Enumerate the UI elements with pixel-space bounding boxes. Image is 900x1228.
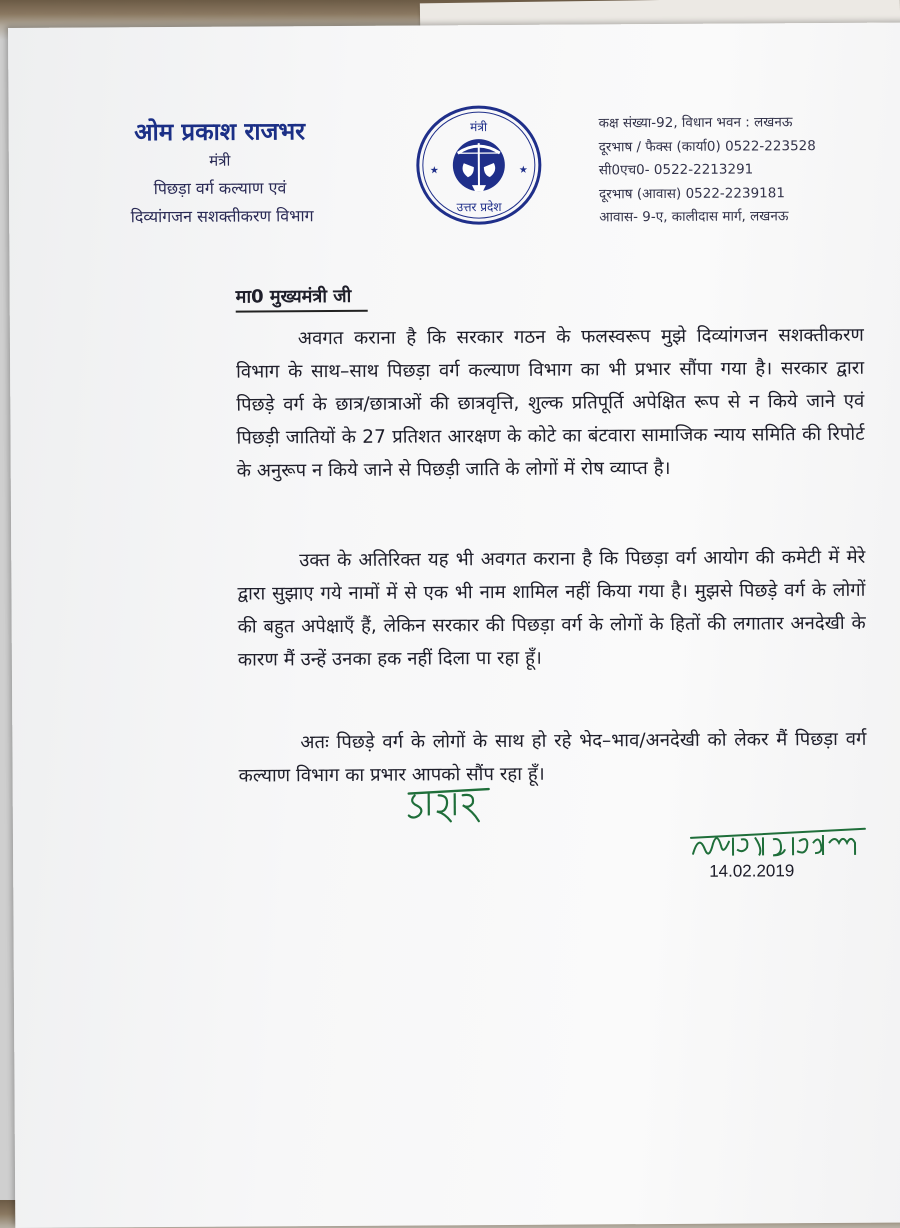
address-line: दूरभाष / फैक्स (कार्या0) 0522-223528 [599,134,859,159]
department-line-1: पिछड़ा वर्ग कल्याण एवं [113,176,327,199]
address-line: आवास- 9-ए, कालीदास मार्ग, लखनऊ [599,205,859,230]
address-line: सी0एच0- 0522-2213291 [599,158,859,183]
letter-date: 14.02.2019 [709,861,794,882]
star-icon: ★ [519,165,528,176]
salutation: मा0 मुख्यमंत्री जी [236,284,352,309]
up-government-emblem [413,103,544,228]
star-icon: ★ [430,165,439,176]
emblem-bottom-text: उत्तर प्रदेश [457,200,503,214]
salutation-underline [236,310,368,313]
emblem-top-text: मंत्री [470,120,488,134]
minister-title: मंत्री [113,150,327,171]
letter-sheet [8,22,900,1228]
contact-address-block [599,111,860,230]
department-line-2: दिव्यांगजन सशक्तीकरण विभाग [97,204,347,228]
address-line: दूरभाष (आवास) 0522-2239181 [599,181,859,206]
letter-paragraph-1: अवगत कराना है कि सरकार गठन के फलस्वरूप मुझे दिव्यांगजन सशक्तीकरण विभाग के साथ–साथ पिछड़ा वर्ग कल्याण विभाग का भी प्रभार सौंपा गया है। सरकार द्वारा पिछड़े वर्ग के छात्र/छात्राओं की छात्रवृत्ति, शुल्क प्रतिपूर्ति अपेक्षित रूप से न किये जाने एवं पिछड़ी जातियों के 27 प्रतिशत आरक्षण के कोटे का बंटवारा सामाजिक न्याय समिति की रिपोर्ट के अनुरूप न किये जाने से पिछड़ी जाति के लोगों में रोष व्याप्त है। [236,319,865,488]
letter-paragraph-3: अतः पिछड़े वर्ग के लोगों के साथ हो रहे भेद–भाव/अनदेखी को लेकर मैं पिछड़ा वर्ग कल्याण विभाग का प्रभार आपको सौंप रहा हूँ। [238,723,866,793]
handwritten-closing [405,781,495,826]
letter-paragraph-2: उक्त के अतिरिक्त यह भी अवगत कराना है कि पिछड़ा वर्ग आयोग की कमेटी में मेरे द्वारा सुझाए गये नामों में से एक भी नाम शामिल नहीं किया गया है। मुझसे पिछड़े वर्ग के लोगों की बहुत अपेक्षाएँ हैं, लेकिन सरकार की पिछड़ा वर्ग के लोगों के हितों की लगातार अनदेखी के कारण मैं उन्हें उनका हक नहीं दिला पा रहा हूँ। [237,541,866,677]
address-line: कक्ष संख्या-92, विधान भवन : लखनऊ [599,111,859,136]
minister-name: ओम प्रकाश राजभर [113,114,327,148]
